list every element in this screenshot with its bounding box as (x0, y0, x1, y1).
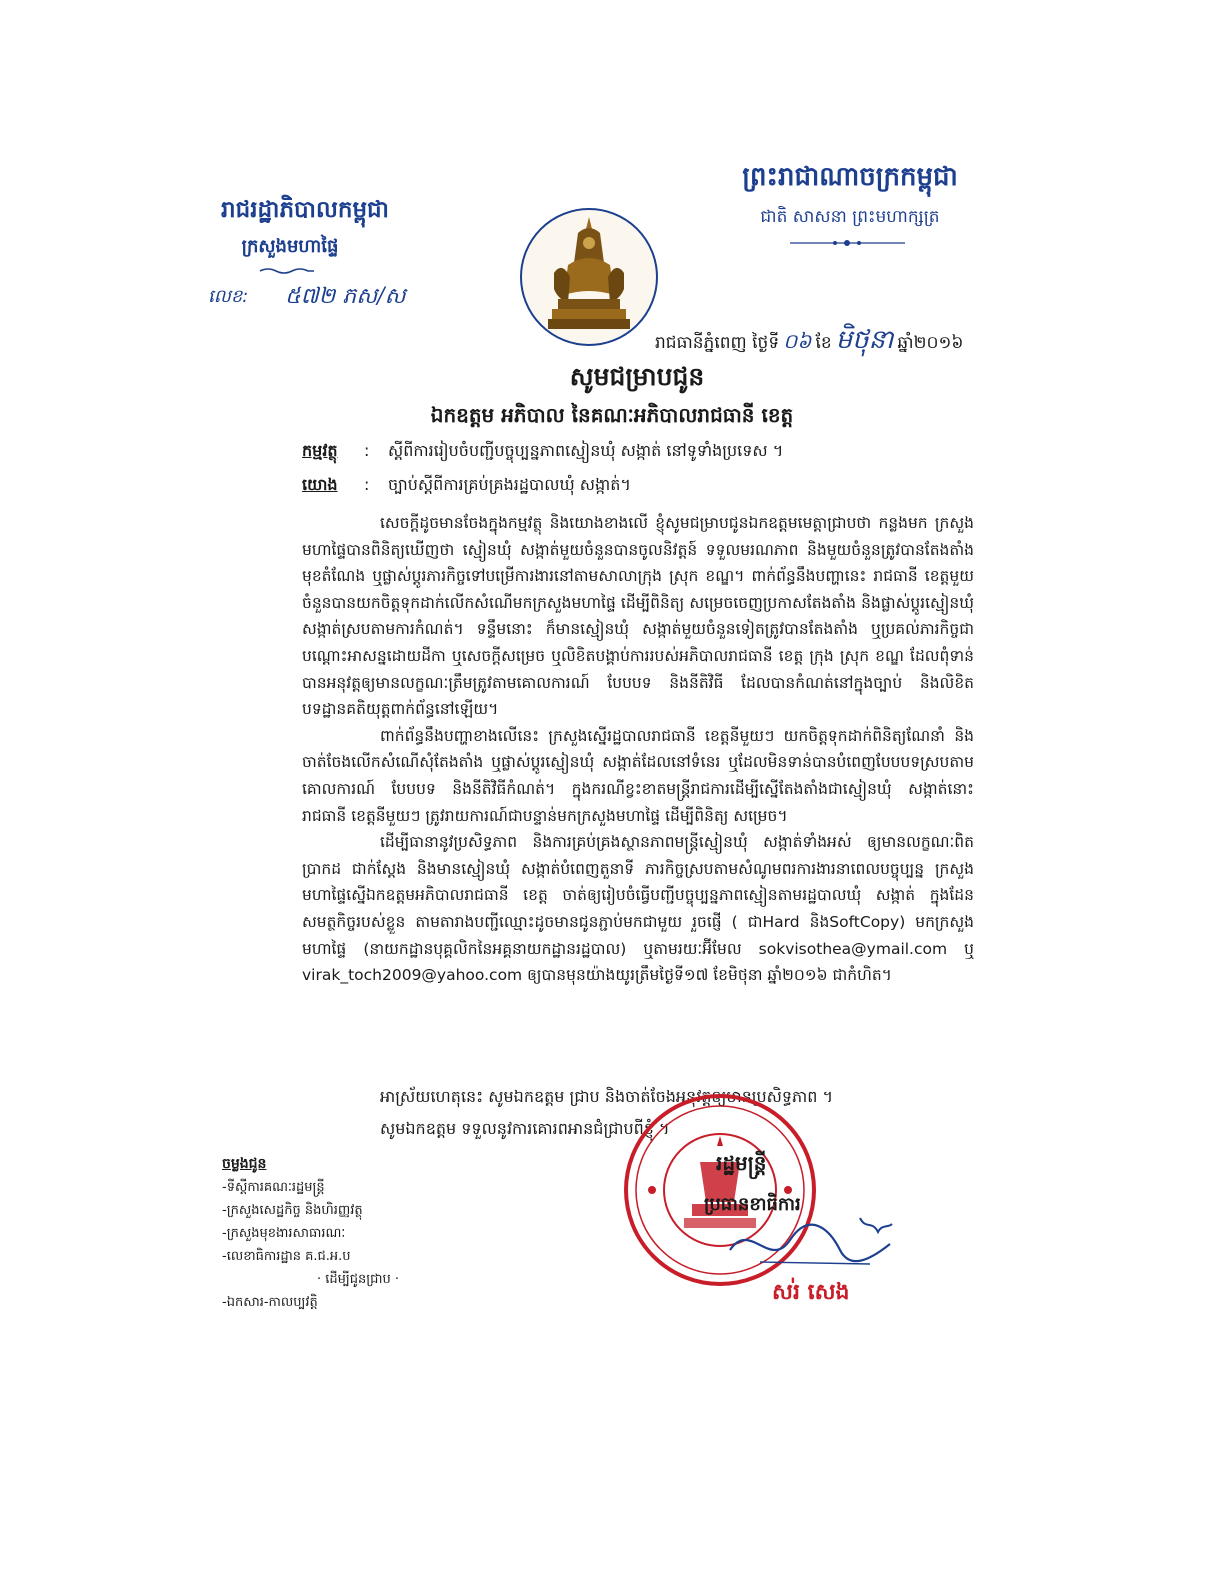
salutation-heading: សូមជម្រាបជូន (569, 362, 705, 391)
closing-line: សូមឯកឧត្តម ទទួលនូវការគោរពអានជំជ្រាបពីខ្ញុំ ។ (380, 1119, 670, 1138)
date-month: មិថុនា (835, 325, 894, 355)
cc-item: -ទីស្តីការគណៈរដ្ឋមន្ត្រី (222, 1180, 325, 1195)
reference-row-label: យោង (302, 475, 338, 494)
cc-item: -ឯកសារ-កាលប្បវត្តិ (222, 1295, 318, 1310)
government-title: រាជរដ្ឋាភិបាលកម្ពុជា (221, 197, 389, 223)
reference-row: យោង : ច្បាប់ស្តីពីការគ្រប់គ្រងរដ្ឋបាលឃុំ សង្កាត់។ (302, 474, 631, 498)
cc-list (222, 1153, 399, 1314)
reference-label: លេខ: (208, 286, 249, 307)
kingdom-title: ព្រះរាជាណាចក្រកម្ពុជា (742, 162, 958, 192)
body-paragraph: សេចក្តីដូចមានចែងក្នុងកម្មវត្ថុ និងយោងខាងលើ ខ្ញុំសូមជម្រាបជូនឯកឧត្តមមេត្តាជ្រាបថា កន្លងមក ក្រសួងមហាផ្ទៃបានពិនិត្យឃើញថា ស្មៀនឃុំ សង្កាត់មួយចំនួនបានចូលនិវត្តន៍ ទទួលមរណភាព និងមួយចំនួនត្រូវបានតែងតាំងមុខតំណែង ឬផ្លាស់ប្តូរភារកិច្ចទៅបម្រើការងារនៅតាមសាលាក្រុង ស្រុក ខណ្ឌ។ ពាក់ព័ន្ធនឹងបញ្ហានេះ រាជធានី ខេត្តមួយចំនួនបានយកចិត្តទុកដាក់លើកសំណើមកក្រសួងមហាផ្ទៃ ដើម្បីពិនិត្យ សម្រេចចេញប្រកាសតែងតាំង និងផ្លាស់ប្តូរស្មៀនឃុំ សង្កាត់ស្របតាមការកំណត់។ ទន្ទឹមនោះ ក៏មានស្មៀនឃុំ សង្កាត់មួយចំនួនទៀតត្រូវបានតែងតាំង ឬប្រគល់ភារកិច្ចជាបណ្តោះអាសន្នដោយដីកា ឬសេចក្តីសម្រេច ឬលិខិតបង្គាប់ការរបស់អភិបាលរាជធានី ខេត្ត ក្រុង ស្រុក ខណ្ឌ ដែលពុំទាន់បានអនុវត្តឲ្យមានលក្ខណៈត្រឹមត្រូវតាមគោលការណ៍ បែបបទ និងនីតិវិធី ដែលបានកំណត់នៅក្នុងច្បាប់ និងលិខិតបទដ្ឋានគតិយុត្តពាក់ព័ន្ធនៅឡើយ។ (302, 514, 974, 719)
cc-item: -ក្រសួងសេដ្ឋកិច្ច និងហិរញ្ញវត្ថុ (222, 1203, 363, 1218)
letter-body (302, 510, 974, 989)
recipient-heading: ឯកឧត្តម អភិបាល នៃគណៈអភិបាលរាជធានី ខេត្ត (430, 403, 794, 427)
body-paragraph: ដើម្បីធានានូវប្រសិទ្ធភាព និងការគ្រប់គ្រងស្ថានភាពមន្ត្រីស្មៀនឃុំ សង្កាត់ទាំងអស់ ឲ្យមានលក្ខណៈពិតប្រាកដ ជាក់ស្តែង និងមានស្មៀនឃុំ សង្កាត់បំពេញតួនាទី ភារកិច្ចស្របតាមសំណូមពរការងារនាពេលបច្ចុប្បន្ន ក្រសួងមហាផ្ទៃស្នើឯកឧត្តមអភិបាលរាជធានី ខេត្ត ចាត់ឲ្យរៀបចំធ្វើបញ្ជីបច្ចុប្បន្នភាពស្មៀនតាមរដ្ឋបាលឃុំ សង្កាត់ ក្នុងដែនសមត្ថកិច្ចរបស់ខ្លួន តាមតារាងបញ្ជីឈ្មោះដូចមានជូនភ្ជាប់មកជាមួយ រួចផ្ញើ ( ជាHard និងSoftCopy) មកក្រសួងមហាផ្ទៃ (នាយកដ្ឋានបុគ្គលិកនៃអគ្គនាយកដ្ឋានរដ្ឋបាល) ឬតាមរយៈអ៊ីមែល sokvisothea@ymail.com ឬ virak_toch2009@yahoo.com ឲ្យបានមុនយ៉ាងយូរត្រឹមថ្ងៃទី១៧ ខែមិថុនា ឆ្នាំ២០១៦ ជាកំហិត។ (302, 833, 974, 985)
ministry-name: ក្រសួងមហាផ្ទៃ (241, 236, 339, 257)
cc-note: · ដើម្បីជូនជ្រាប · (317, 1272, 400, 1287)
minister-title: រដ្ឋមន្ត្រី (716, 1151, 767, 1175)
ornament-divider-icon (790, 238, 905, 248)
cc-item: -លេខាធិការដ្ឋាន គ.ជ.អ.ប (222, 1249, 351, 1264)
date-line: រាជធានីភ្នំពេញ ថ្ងៃទី ០៦ ខែ មិថុនា ឆ្នាំ២០១៦ (655, 325, 964, 355)
reference-text: ច្បាប់ស្តីពីការគ្រប់គ្រងរដ្ឋបាលឃុំ សង្កាត់។ (388, 475, 631, 494)
cc-item: -ក្រសួងមុខងារសាធារណៈ (222, 1226, 346, 1241)
subject-text: ស្តីពីការរៀបចំបញ្ជីបច្ចុប្បន្នភាពស្មៀនឃុំ សង្កាត់ នៅទូទាំងប្រទេស ។ (388, 441, 784, 460)
handwritten-signature-icon (720, 1210, 900, 1280)
date-day: ០៦ (783, 329, 812, 353)
signatory-title: ប្រធានខាធិការ (704, 1194, 801, 1215)
subject-row: កម្មវត្ថុ : ស្តីពីការរៀបចំបញ្ជីបច្ចុប្បន្នភាពស្មៀនឃុំ សង្កាត់ នៅទូទាំងប្រទេស ។ (302, 440, 783, 464)
cc-title: ចម្លងជូន (222, 1156, 267, 1172)
subject-label: កម្មវត្ថុ (302, 441, 338, 460)
royal-emblem-icon (518, 203, 660, 351)
reference-number: ៥៧២ ភស/ស (285, 284, 406, 309)
kingdom-motto: ជាតិ សាសនា ព្រះមហាក្សត្រ (760, 207, 940, 227)
closing-line: អាស្រ័យហេតុនេះ សូមឯកឧត្តម ជ្រាប និងចាត់ចែងអនុវត្តឲ្យមានប្រសិទ្ធភាព ។ (380, 1087, 834, 1106)
signer-name: សរ់ សេង (772, 1280, 850, 1305)
ornament-divider-icon (258, 267, 316, 275)
body-paragraph: ពាក់ព័ន្ធនឹងបញ្ហាខាងលើនេះ ក្រសួងស្នើរដ្ឋបាលរាជធានី ខេត្តនីមួយៗ យកចិត្តទុកដាក់ពិនិត្យណែនាំ និងចាត់ចែងលើកសំណើសុំតែងតាំង ឬផ្លាស់ប្តូរស្មៀនឃុំ សង្កាត់ដែលនៅទំនេរ ឬដែលមិនទាន់បានបំពេញបែបបទស្របតាមគោលការណ៍ បែបបទ និងនីតិវិធីកំណត់។ ក្នុងករណីខ្វះខាតមន្ត្រីរាជការដើម្បីស្នើតែងតាំងជាស្មៀនឃុំ សង្កាត់នោះ រាជធានី ខេត្តនីមួយៗ ត្រូវរាយការណ៍ជាបន្ទាន់មកក្រសួងមហាផ្ទៃ ដើម្បីពិនិត្យ សម្រេច។ (302, 726, 974, 825)
